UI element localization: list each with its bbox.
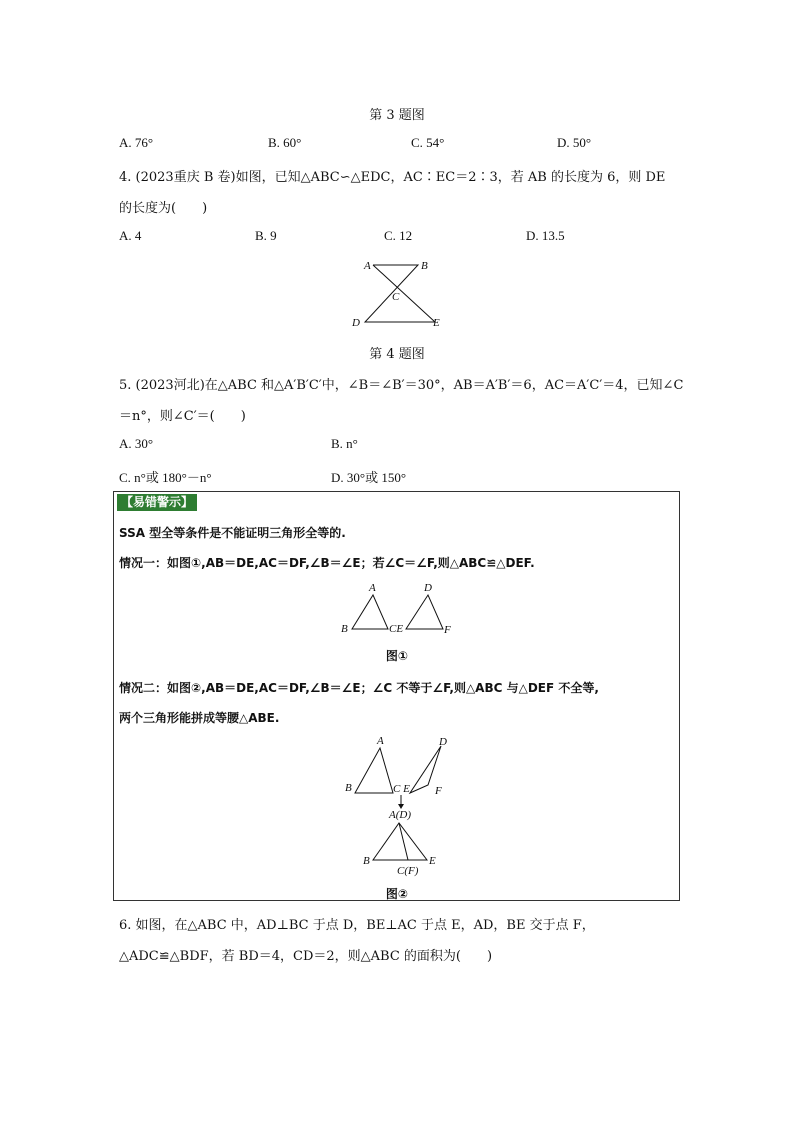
warning-figure-2: [335, 732, 455, 882]
warning-figure-1: [335, 578, 460, 640]
warning-figure-2-caption: 图②: [385, 887, 409, 901]
q4-label-c: C: [392, 291, 400, 303]
q4-stem-line2: 的长度为( ): [119, 201, 208, 216]
fig2-label-e2: E: [429, 855, 436, 867]
q4-label-e: E: [433, 317, 440, 329]
warning-figure-1-caption: 图①: [385, 649, 409, 663]
q4-label-d: D: [352, 317, 360, 329]
warning-intro: SSA 型全等条件是不能证明三角形全等的.: [119, 526, 346, 540]
q4-option-d: D. 13.5: [526, 228, 565, 243]
q4-option-b: B. 9: [255, 228, 277, 243]
q5-option-b: B. n°: [331, 436, 358, 451]
fig1-label-ce: CE: [389, 623, 404, 635]
q3-option-c: C. 54°: [411, 135, 445, 150]
fig1-label-a: A: [369, 582, 376, 594]
warning-case2-line2: 两个三角形能拼成等腰△ABE.: [119, 711, 280, 725]
fig2-label-f: F: [435, 785, 442, 797]
fig2-label-ad: A(D): [389, 809, 411, 821]
fig1-label-d: D: [424, 582, 432, 594]
q3-option-d: D. 50°: [557, 135, 592, 150]
q6-stem-line1: 6. 如图，在△ABC 中，AD⊥BC 于点 D，BE⊥AC 于点 E，AD，BE 交于点 F，: [119, 918, 595, 933]
fig2-label-a: A: [377, 735, 384, 747]
q3-option-b: B. 60°: [268, 135, 302, 150]
fig2-label-b: B: [345, 782, 352, 794]
q3-option-a: A. 76°: [119, 135, 154, 150]
warning-tag: 【易错警示】: [117, 494, 197, 511]
q4-option-c: C. 12: [384, 228, 413, 243]
fig2-label-b2: B: [363, 855, 370, 867]
warning-case2-line1: 情况二：如图②,AB＝DE,AC＝DF,∠B＝∠E；∠C 不等于∠F,则△ABC 与△DEF 不全等,: [119, 681, 599, 695]
q4-label-a: A: [364, 260, 371, 272]
q5-stem-line2: ＝n°，则∠C′＝( ): [119, 409, 246, 424]
q5-option-a: A. 30°: [119, 436, 154, 451]
fig1-label-f: F: [444, 624, 451, 636]
q5-option-d: D. 30°或 150°: [331, 470, 407, 485]
q4-stem-line1: 4. (2023重庆 B 卷)如图，已知△ABC∽△EDC，AC∶EC＝2∶3，若 AB 的长度为 6，则 DE: [119, 170, 666, 185]
q5-stem-line1: 5. (2023河北)在△ABC 和△A′B′C′中，∠B＝∠B′＝30°，AB＝A′B′＝6，AC＝A′C′＝4，已知∠C: [119, 378, 684, 393]
fig2-label-ce: C E: [393, 783, 410, 795]
q6-stem-line2: △ADC≌△BDF，若 BD＝4，CD＝2，则△ABC 的面积为( ): [119, 949, 493, 964]
q4-option-a: A. 4: [119, 228, 142, 243]
warning-case1: 情况一：如图①,AB＝DE,AC＝DF,∠B＝∠E；若∠C＝∠F,则△ABC≌△DEF.: [119, 556, 535, 570]
q4-label-b: B: [421, 260, 428, 272]
fig2-label-cf: C(F): [397, 865, 419, 877]
fig2-label-d: D: [439, 736, 447, 748]
q5-option-c: C. n°或 180°－n°: [119, 470, 212, 485]
q4-figure-caption: 第 4 题图: [369, 347, 425, 362]
q3-figure-caption: 第 3 题图: [369, 108, 425, 123]
q4-figure: [340, 254, 450, 334]
fig1-label-b: B: [341, 623, 348, 635]
